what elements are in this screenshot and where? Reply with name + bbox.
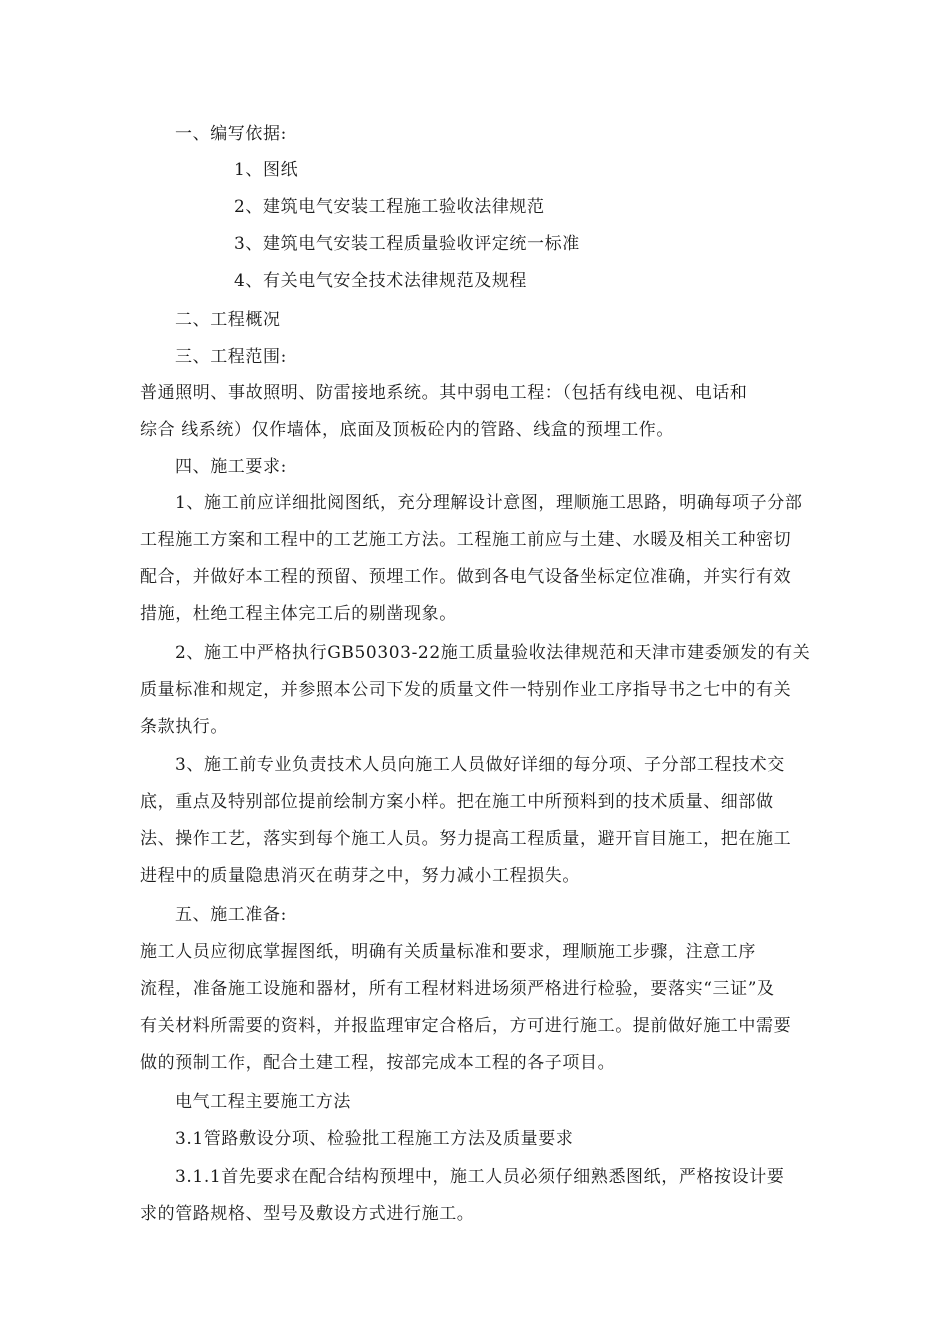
paragraph-line: 工程施工方案和工程中的工艺施工方法。工程施工前应与土建、水暖及相关工种密切: [140, 530, 792, 550]
paragraph-line: 普通照明、事故照明、防雷接地系统。其中弱电工程：（包括有线电视、电话和: [140, 383, 748, 403]
subsection-heading: 3.1管路敷设分项、检验批工程施工方法及质量要求: [175, 1129, 574, 1149]
paragraph-line: 做的预制工作，配合土建工程，按部完成本工程的各子项目。: [140, 1053, 616, 1073]
paragraph-line: 有关材料所需要的资料，并报监理审定合格后，方可进行施工。提前做好施工中需要: [140, 1016, 792, 1036]
list-item: 2、建筑电气安装工程施工验收法律规范: [234, 197, 545, 217]
paragraph-line: 综合 线系统）仅作墙体，底面及顶板砼内的管路、线盒的预埋工作。: [140, 420, 675, 440]
paragraph-line: 求的管路规格、型号及敷设方式进行施工。: [140, 1204, 475, 1224]
paragraph-line: 法、操作工艺，落实到每个施工人员。努力提高工程质量，避开盲目施工，把在施工: [140, 829, 792, 849]
paragraph-line: 配合，并做好本工程的预留、预埋工作。做到各电气设备坐标定位准确，并实行有效: [140, 567, 792, 587]
paragraph-line: 施工人员应彻底掌握图纸，明确有关质量标准和要求，理顺施工步骤，注意工序: [140, 942, 756, 962]
paragraph-line: 条款执行。: [140, 717, 228, 737]
paragraph-line: 流程，准备施工设施和器材，所有工程材料进场须严格进行检验，要落实“三证”及: [140, 979, 775, 999]
list-item: 4、有关电气安全技术法律规范及规程: [234, 271, 528, 291]
paragraph-line: 质量标准和规定，并参照本公司下发的质量文件一特别作业工序指导书之七中的有关: [140, 680, 792, 700]
list-item: 3、建筑电气安装工程质量验收评定统一标准: [234, 234, 580, 254]
section-1-heading: 一、编写依据:: [175, 124, 287, 144]
paragraph-line: 措施，杜绝工程主体完工后的剔凿现象。: [140, 604, 457, 624]
paragraph-line: 3、施工前专业负责技术人员向施工人员做好详细的每分项、子分部工程技术交: [175, 755, 785, 775]
paragraph-line: 进程中的质量隐患消灭在萌芽之中，努力减小工程损失。: [140, 866, 580, 886]
section-4-heading: 四、施工要求:: [175, 457, 287, 477]
section-5-heading: 五、施工准备:: [175, 905, 287, 925]
paragraph-line: 底，重点及特别部位提前绘制方案小样。把在施工中所预料到的技术质量、细部做: [140, 792, 774, 812]
section-2-heading: 二、工程概况: [175, 310, 281, 330]
paragraph-line: 3.1.1首先要求在配合结构预埋中，施工人员必须仔细熟悉图纸，严格按设计要: [175, 1167, 785, 1187]
list-item: 1、图纸: [234, 160, 299, 180]
paragraph-line: 1、施工前应详细批阅图纸，充分理解设计意图，理顺施工思路，明确每项子分部: [175, 493, 803, 513]
paragraph-line: 2、施工中严格执行GB50303-22施工质量验收法律规范和天津市建委颁发的有关: [175, 643, 811, 663]
section-3-heading: 三、工程范围:: [175, 347, 287, 367]
section-6-heading: 电气工程主要施工方法: [175, 1092, 351, 1112]
